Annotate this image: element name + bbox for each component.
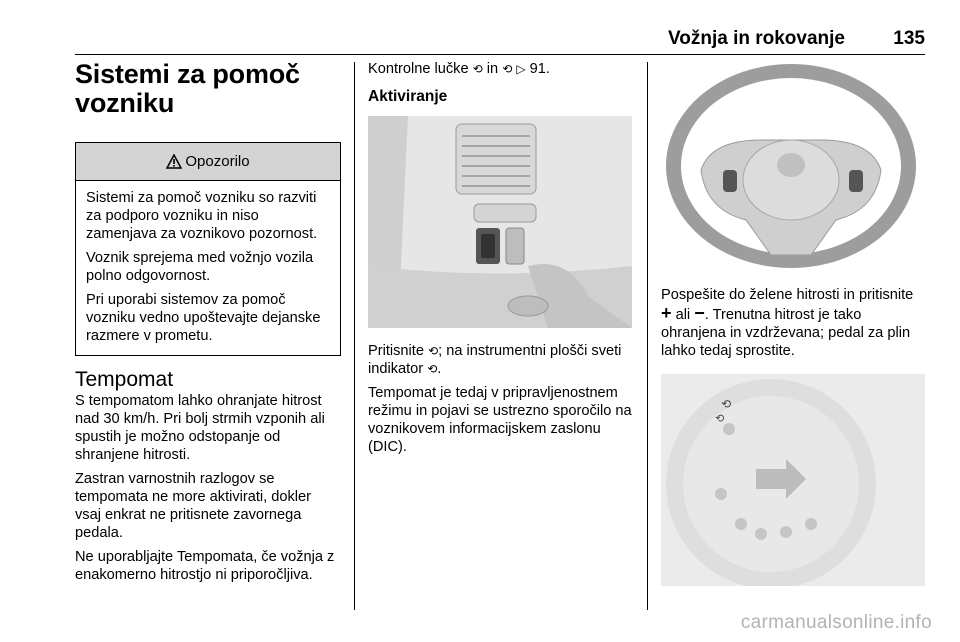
- accelerate-text-end: . Trenutna hitrost je tako ohranjena in vzdrževana; pedal za plin lahko tedaj sprostite.: [661, 307, 911, 359]
- standby-paragraph: Tempomat je tedaj v pripravljenostnem režimu in pojavi se ustrezno sporočilo na voznikovem informacijskem zaslonu (DIC).: [368, 385, 632, 455]
- steering-wheel-illustration: [661, 60, 925, 272]
- press-text-end: .: [437, 361, 442, 377]
- press-instruction: [368, 342, 634, 378]
- instrument-cluster-illustration: [661, 374, 925, 586]
- cruise-paragraph: S tempomatom lahko ohranjate hitrost nad 30 km/h. Pri bolj strmih vzponih ali spustih je možno odstopanje od shranjene hitrosti.: [75, 393, 325, 463]
- column-divider: [354, 62, 355, 610]
- warning-header: [76, 143, 340, 181]
- cruise-control-icon: ⟲: [502, 62, 513, 76]
- warning-label: Opozorilo: [185, 153, 250, 170]
- column-left: [75, 60, 341, 590]
- cruise-paragraph: Ne uporabljajte Tempomata, če vožnja z enakomerno hitrostjo ni priporočljiva.: [75, 549, 335, 583]
- reference-arrow-icon: ▷: [516, 62, 526, 76]
- section-title-line1: Sistemi za pomoč: [75, 59, 300, 89]
- control-lights-ref: [368, 60, 634, 78]
- svg-text:⟲: ⟲: [721, 397, 732, 411]
- column-divider: [647, 62, 648, 610]
- header-title: Vožnja in rokovanje: [667, 28, 845, 49]
- control-lights-text: Kontrolne lučke: [368, 61, 469, 77]
- page-header: [75, 28, 925, 55]
- cruise-paragraph: Zastran varnostnih razlogov se tempomata ne more aktivirati, dokler vsaj enkrat ne pritisnete zavornega pedala.: [75, 471, 312, 541]
- cruise-control-set-icon: ⟲: [472, 62, 483, 76]
- svg-text:⟲: ⟲: [715, 412, 725, 425]
- watermark: carmanualsonline.info: [740, 612, 932, 633]
- section-title: [75, 60, 341, 118]
- warning-body: [76, 181, 340, 355]
- warning-paragraph: Voznik sprejema med vožnjo vozila polno odgovornost.: [86, 250, 314, 284]
- console-illustration: [368, 116, 632, 328]
- column-right: [661, 60, 927, 586]
- warning-triangle-icon: [166, 154, 182, 169]
- cruise-control-icon: ⟲: [428, 344, 439, 358]
- minus-icon: −: [694, 303, 705, 323]
- cruise-control-set-icon: ⟲: [427, 362, 438, 376]
- reference-page: 91.: [529, 61, 550, 77]
- control-lights-and: in: [486, 61, 499, 77]
- warning-paragraph: Sistemi za pomoč vozniku so razviti za podporo vozniku in niso zamenjava za voznikovo pozornost.: [86, 190, 318, 242]
- page-number: 135: [893, 28, 925, 49]
- column-middle: [368, 60, 634, 462]
- plus-icon: +: [661, 303, 672, 323]
- accelerate-instruction: [661, 286, 927, 360]
- press-text-indicator: ; na instrumentni plošči sveti indikator: [368, 343, 622, 377]
- section-title-line2: vozniku: [75, 88, 175, 118]
- cruise-title: Tempomat: [75, 368, 174, 391]
- accelerate-or: ali: [675, 307, 691, 323]
- warning-paragraph: Pri uporabi sistemov za pomoč vozniku vedno upoštevajte dejanske razmere v prometu.: [86, 292, 321, 344]
- warning-box: [75, 142, 341, 356]
- accelerate-text: Pospešite do želene hitrosti in pritisnite: [661, 287, 914, 303]
- activation-title: Aktiviranje: [368, 88, 448, 105]
- press-text: Pritisnite: [368, 343, 424, 359]
